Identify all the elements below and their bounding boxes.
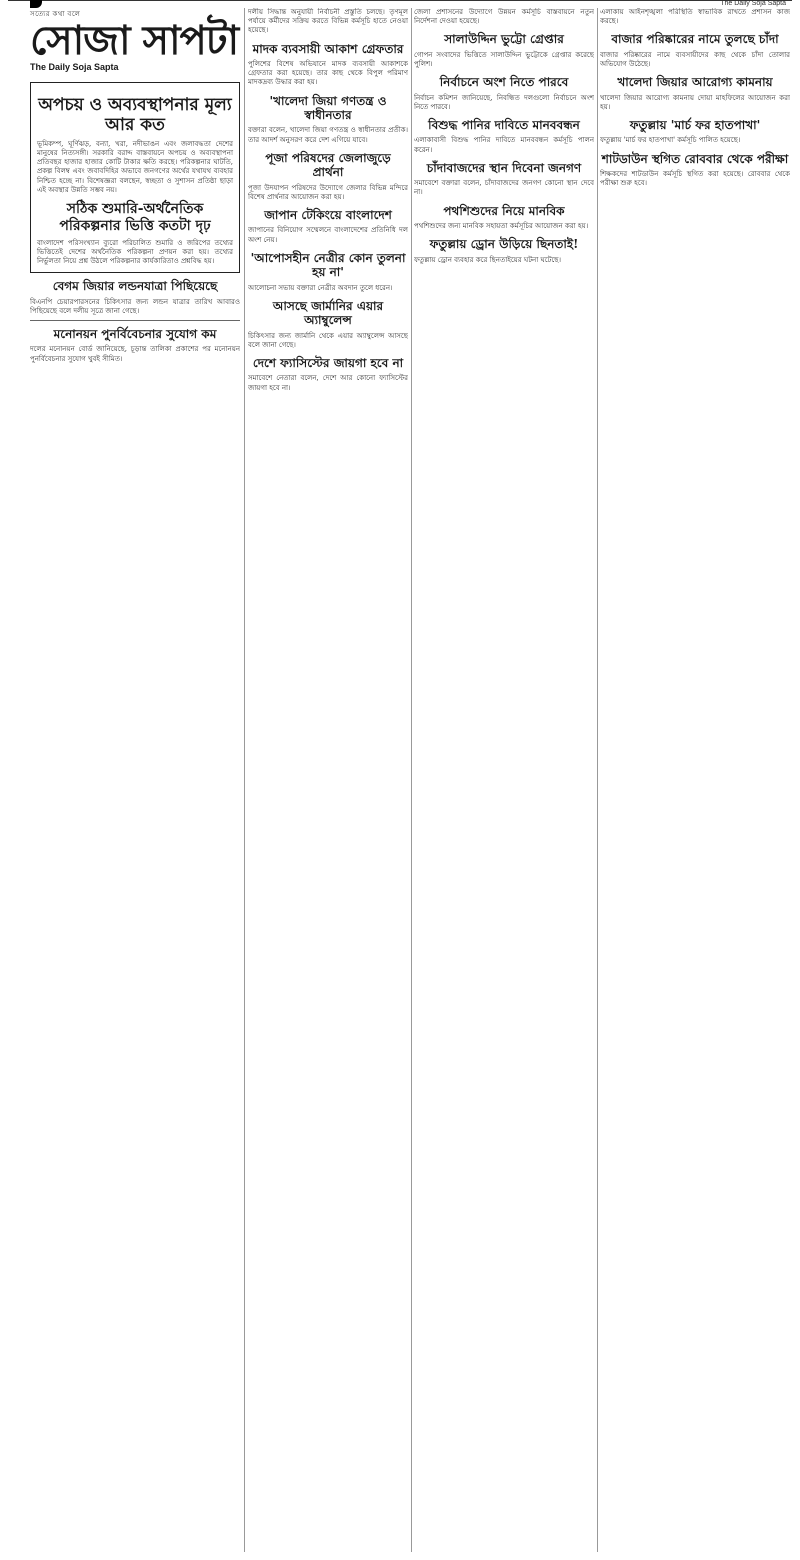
article-text: চিকিৎসার জন্য জার্মানি থেকে এয়ার অ্যাম্বুলেন্স আসছে বলে জানা গেছে। (248, 331, 408, 349)
headline: পূজা পরিষদের জেলাজুড়ে প্রার্থনা (265, 150, 391, 180)
article-text: ফতুল্লায় ড্রোন ব্যবহার করে ছিনতাইয়ের ঘটনা ঘটেছে। (414, 255, 561, 264)
headline: শাটডাউন স্থগিত রোববার থেকে পরীক্ষা (601, 151, 789, 166)
article-text: এলাকাবাসী বিশুদ্ধ পানির দাবিতে মানববন্ধন কর্মসূচি পালন করেন। (414, 136, 594, 154)
headline: নির্বাচনে অংশ নিতে পারবে (439, 75, 569, 90)
article-text: নির্বাচন কমিশন জানিয়েছে, নিবন্ধিত দলগুলো নির্বাচনে অংশ নিতে পারবে। (414, 93, 594, 111)
headline: খালেদা জিয়ার আরোগ্য কামনায় (617, 75, 773, 90)
article-text: দলীয় সিদ্ধান্ত অনুযায়ী নির্বাচনী প্রস্তুতি চলছে। তৃণমূল পর্যায়ে কর্মীদের সক্রিয় করতে বিভিন্ন কর্মসূচি হাতে নেওয়া হয়েছে। (248, 8, 408, 35)
article-text: ফতুল্লায় 'মার্চ ফর হাতপাখা' কর্মসূচি পালিত হয়েছে। (600, 136, 741, 145)
column-4 (600, 8, 790, 1552)
article-text: আলোচনা সভায় বক্তারা নেত্রীর অবদান তুলে ধরেন। (248, 283, 393, 292)
column-3 (414, 8, 594, 1552)
top-rule (8, 0, 792, 4)
article-text: খালেদা জিয়ার আরোগ্য কামনায় দোয়া মাহফিলের আয়োজন করা হয়। (600, 93, 790, 111)
headline: 'খালেদা জিয়া গণতন্ত্র ও স্বাধীনতার (269, 93, 387, 122)
article-text: ভূমিকম্প, ঘূর্ণিঝড়, বন্যা, খরা, নদীভাঙন এবং জলাবদ্ধতা দেশের মানুষের নিত্যসঙ্গী। সরকারি বরাদ্দ বাস্তবায়নে অপচয় ও অব্যবস্থাপনা প্রতিবছর হাজার হাজার কোটি টাকার ক্ষতি করছে। পরিকল্পনার ঘাটতি, প্রকল্প বিলম্ব এবং জবাবদিহির অভাবে জনগণের অর্থের যথাযথ ব্যবহার নিশ্চিত হচ্ছে না। বিশেষজ্ঞরা বলছেন, স্বচ্ছতা ও সুশাসন প্রতিষ্ঠা ছাড়া এই অবস্থার উন্নতি সম্ভব নয়। (37, 139, 233, 194)
article-text: বিএনপি চেয়ারপারসনের চিকিৎসার জন্য লন্ডন যাত্রার তারিখ আবারও পিছিয়েছে বলে দলীয় সূত্রে জানা গেছে। (30, 297, 240, 315)
column-2 (248, 8, 408, 1552)
headline: চাঁদাবাজদের স্থান দিবেনা জনগণ (426, 160, 582, 175)
top-right-label: The Daily Soja Sapta (720, 0, 786, 7)
headline: পথশিশুদের নিয়ে মানবিক (443, 203, 565, 218)
headline: জাপান টেকিংয়ে বাংলাদেশ (264, 207, 392, 222)
article-text: জেলা প্রশাসনের উদ্যোগে উন্নয়ন কর্মসূচি বাস্তবায়নে নতুন নির্দেশনা দেওয়া হয়েছে। (414, 8, 594, 26)
article-text: পথশিশুদের জন্য মানবিক সহায়তা কর্মসূচির আয়োজন করা হয়। (414, 221, 589, 230)
headline: সালাউদ্দিন ভুট্টো গ্রেপ্তার (444, 32, 564, 47)
column-rule (411, 8, 412, 1552)
headline: বাজার পরিষ্কারের নামে তুলছে চাঁদা (611, 32, 779, 47)
headline: মনোনয়ন পুনর্বিবেচনার সুযোগ কম (53, 327, 217, 341)
article-text: পুলিশের বিশেষ অভিযানে মাদক ব্যবসায়ী আকাশকে গ্রেফতার করা হয়েছে। তার কাছ থেকে বিপুল পরিমাণ মাদকদ্রব্য উদ্ধার করা হয়। (248, 60, 408, 87)
article-text: পূজা উদযাপন পরিষদের উদ্যোগে জেলার বিভিন্ন মন্দিরে বিশেষ প্রার্থনার আয়োজন করা হয়। (248, 183, 408, 201)
headline: বেগম জিয়ার লন্ডনযাত্রা পিছিয়েছে (52, 279, 218, 294)
corner-mark (30, 0, 42, 8)
column-rule (244, 8, 245, 1552)
article-text: বাজার পরিষ্কারের নামে ব্যবসায়ীদের কাছ থেকে চাঁদা তোলার অভিযোগ উঠেছে। (600, 50, 790, 68)
paper-name: সোজা সাপটা (30, 17, 239, 64)
headline: অপচয় ও অব্যবস্থাপনার মূল্য আর কত (38, 95, 232, 136)
article-text: সমাবেশে বক্তারা বলেন, চাঁদাবাজদের জনগণ কোনো স্থান দেবে না। (414, 179, 594, 197)
divider (30, 320, 240, 321)
article-text: শিক্ষকদের শাটডাউন কর্মসূচি স্থগিত করা হয়েছে। রোববার থেকে পরীক্ষা শুরু হবে। (600, 169, 790, 188)
article-text: জাপানের বিনিয়োগ সম্মেলনে বাংলাদেশের প্রতিনিধি দল অংশ নেয়। (248, 226, 408, 244)
article-text: দলের মনোনয়ন বোর্ড জানিয়েছে, চূড়ান্ত তালিকা প্রকাশের পর মনোনয়ন পুনর্বিবেচনার সুযোগ খুবই সীমিত। (30, 345, 240, 363)
article-text: বক্তারা বলেন, খালেদা জিয়া গণতন্ত্র ও স্বাধীনতার প্রতীক। তার আদর্শ অনুসরণ করে দেশ এগিয়ে যাবে। (248, 126, 408, 144)
column-rule (597, 8, 598, 1552)
paper-name-en: The Daily Soja Sapta (30, 62, 119, 72)
tagline: সত্যের কথা বলে (30, 11, 81, 18)
editorial-box (30, 82, 240, 273)
article-text: এলাকায় আইনশৃঙ্খলা পরিস্থিতি স্বাভাবিক রাখতে প্রশাসন কাজ করছে। (600, 8, 790, 26)
article-text: সমাবেশে নেতারা বলেন, দেশে আর কোনো ফ্যাসিস্টের জায়গা হবে না। (248, 374, 408, 392)
headline: 'আপোসহীন নেত্রীর কোন তুলনা হয় না' (250, 250, 406, 280)
headline: বিশুদ্ধ পানির দাবিতে মানববন্ধন (428, 118, 580, 132)
headline: আসছে জার্মানির এয়ার অ্যাম্বুলেন্স (272, 298, 384, 328)
headline: ফতুল্লায় ড্রোন উড়িয়ে ছিনতাই! (429, 237, 579, 252)
headline: সঠিক শুমারি-অর্থনৈতিক পরিকল্পনার ভিত্তি কতটা দৃঢ় (59, 201, 211, 234)
article-text: বাংলাদেশ পরিসংখ্যান ব্যুরো পরিচালিত শুমারি ও জরিপের তথ্যের ভিত্তিতেই দেশের অর্থনৈতিক পরিকল্পনা প্রণয়ন করা হয়। তথ্যের নির্ভুলতা নিয়ে প্রশ্ন উঠলে পরিকল্পনার কার্যকারিতাও প্রশ্নবিদ্ধ হয়। (37, 238, 233, 265)
headline: ফতুল্লায় 'মার্চ ফর হাতপাখা' (629, 118, 761, 132)
headline: মাদক ব্যবসায়ী আকাশ গ্রেফতার (252, 41, 404, 56)
headline: দেশে ফ্যাসিস্টের জায়গা হবে না (252, 355, 404, 370)
masthead (30, 8, 250, 78)
column-1 (30, 82, 240, 1552)
article-text: গোপন সংবাদের ভিত্তিতে সালাউদ্দিন ভুট্টোকে গ্রেপ্তার করেছে পুলিশ। (414, 50, 594, 68)
